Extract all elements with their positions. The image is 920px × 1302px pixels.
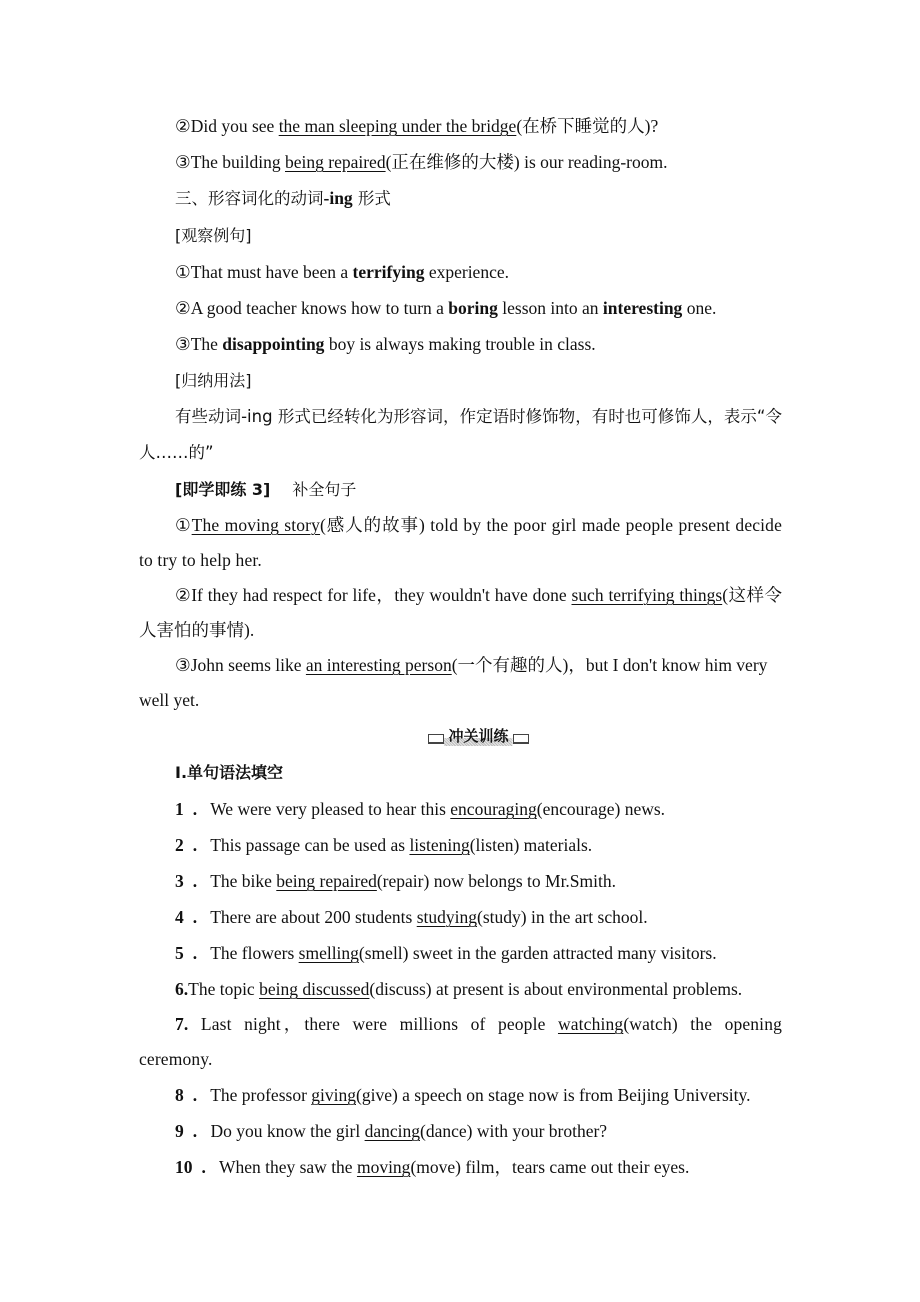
practice-sentence [139, 578, 782, 648]
item-number: 9 [175, 1121, 184, 1141]
exercise-item: 8 . The professor giving(give) a speech on stage now is from Beijing University. [175, 1085, 751, 1105]
exercise-item: 10 . When they saw the moving(move) film，tears came out their eyes. [175, 1157, 690, 1177]
part-label [139, 754, 782, 791]
sentence-text: When they saw the [218, 1157, 357, 1177]
exercise-item: 6.The topic being discussed(discuss) at present is about environmental problems. [175, 979, 743, 999]
underlined-answer: encouraging [450, 799, 537, 819]
sentence-text: one. [682, 298, 717, 318]
label-text: [归纳用法] [175, 371, 252, 390]
sentence-text: boy is always making trouble in class. [324, 334, 596, 354]
sentence-text: The professor [210, 1085, 312, 1105]
sentence-text: Last night，there were millions of people [200, 1014, 558, 1034]
example-sentence [139, 254, 782, 290]
sentence-text: (move) film，tears came out their eyes. [410, 1157, 690, 1177]
exercise-item: 1 . We were very pleased to hear this encouraging(encourage) news. [175, 799, 666, 819]
exercise-item: 3 . The bike being repaired(repair) now belongs to Mr.Smith. [175, 871, 616, 891]
example-sentence [139, 144, 782, 180]
circled-number: ② [175, 585, 192, 605]
sentence-text: The bike [210, 871, 277, 891]
underlined-answer: smelling [298, 943, 359, 963]
sentence-text: experience. [424, 262, 509, 282]
banner-box [428, 726, 528, 746]
sentence-text: The [190, 334, 223, 354]
practice-heading [139, 471, 782, 508]
item-number: 4 [175, 907, 184, 927]
sentence-text: (一个有趣的人)，but I don't know him very well yet. [139, 655, 768, 710]
sentence-text: There are about 200 students [210, 907, 417, 927]
circled-number: ② [175, 298, 191, 318]
underlined-answer: giving [311, 1085, 356, 1105]
sentence-text: (正在维修的大楼) is our reading-room. [385, 152, 668, 172]
summary-label [139, 362, 782, 399]
heading-text: 三、形容词化的动词 [175, 189, 324, 208]
sentence-text: We were very pleased to hear this [210, 799, 451, 819]
underlined-answer: dancing [364, 1121, 420, 1141]
item-number: 6 [175, 979, 184, 999]
circled-number: ① [175, 262, 191, 282]
banner-title: 冲关训练 [444, 726, 512, 746]
sentence-text: The topic [188, 979, 260, 999]
item-number: 5 [175, 943, 184, 963]
heading-text: -ing [323, 188, 353, 208]
sentence-text: lesson into an [497, 298, 603, 318]
sentence-text: A good teacher knows how to turn a [190, 298, 449, 318]
sentence-text: The flowers [210, 943, 299, 963]
item-number: 7 [175, 1014, 184, 1034]
exercise-item: 5 . The flowers smelling(smell) sweet in the garden attracted many visitors. [175, 943, 717, 963]
underlined-answer: being discussed [259, 979, 370, 999]
sentence-text: (encourage) news. [536, 799, 666, 819]
part-label-text: Ⅰ.单句语法填空 [175, 763, 284, 782]
bold-word: disappointing [222, 334, 325, 354]
underlined-answer: an interesting person [305, 655, 452, 675]
sentence-text: The building [190, 152, 285, 172]
observe-label [139, 217, 782, 254]
bold-word: terrifying [352, 262, 425, 282]
bold-word: interesting [602, 298, 683, 318]
sentence-text: (study) in the art school. [477, 907, 648, 927]
item-number: 8 [175, 1085, 184, 1105]
practice-sentence [139, 648, 782, 718]
circled-number: ③ [175, 655, 191, 675]
underlined-answer: being repaired [276, 871, 377, 891]
sentence-text: (discuss) at present is about environmental problems. [369, 979, 743, 999]
sentence-text: Do you know the girl [210, 1121, 365, 1141]
item-number: 10 [175, 1157, 193, 1177]
example-sentence [139, 290, 782, 326]
underlined-answer: the man sleeping under the bridge [278, 116, 517, 136]
sentence-text: (give) a speech on stage now is from Beijing University. [356, 1085, 751, 1105]
sentence-text: (smell) sweet in the garden attracted many visitors. [358, 943, 717, 963]
circled-number: ① [175, 515, 192, 535]
example-sentence [139, 326, 782, 362]
underlined-answer: such terrifying things [571, 585, 723, 605]
sentence-text: If they had respect for life，they wouldn't have done [191, 585, 572, 605]
sentence-text: (dance) with your brother? [420, 1121, 608, 1141]
underlined-answer: moving [356, 1157, 411, 1177]
heading-text: 形式 [352, 189, 391, 208]
banner-right-decoration [513, 734, 529, 744]
sentence-text: John seems like [190, 655, 306, 675]
exercise-item: 4 . There are about 200 students studying(study) in the art school. [175, 907, 648, 927]
sentence-text: (repair) now belongs to Mr.Smith. [376, 871, 616, 891]
sentence-text: (感人的故事) told by the poor girl made people present decide to try to help her. [139, 515, 782, 570]
sentence-text: (这样令人害怕的事情). [139, 585, 782, 640]
training-banner [175, 718, 782, 754]
practice-sentence [139, 508, 782, 578]
exercise-item: 7. Last night，there were millions of people watching(watch) the opening ceremony. [139, 1014, 782, 1069]
sentence-text: That must have been a [190, 262, 353, 282]
practice-label: [即学即练 3] [175, 480, 271, 499]
item-number: 3 [175, 871, 184, 891]
bold-word: boring [448, 298, 498, 318]
underlined-answer: studying [416, 907, 478, 927]
item-number: 1 [175, 799, 184, 819]
underlined-answer: watching [557, 1014, 624, 1034]
section-heading [139, 180, 782, 217]
example-sentence [139, 108, 782, 144]
summary-paragraph: 有些动词-ing 形式已经转化为形容词，作定语时修饰物，有时也可修饰人，表示“令人……的” [139, 407, 782, 462]
exercise-item: 9 . Do you know the girl dancing(dance) with your brother? [175, 1121, 608, 1141]
practice-task: 补全句子 [292, 480, 357, 499]
circled-number: ② [175, 116, 191, 136]
document-page [139, 108, 782, 1185]
underlined-answer: listening [409, 835, 470, 855]
sentence-text: (在桥下睡觉的人)? [516, 116, 659, 136]
sentence-text: (listen) materials. [469, 835, 593, 855]
sentence-text: (watch) the opening ceremony. [139, 1014, 782, 1069]
underlined-answer: being repaired [285, 152, 386, 172]
sentence-text: This passage can be used as [210, 835, 410, 855]
circled-number: ③ [175, 152, 191, 172]
item-number: 2 [175, 835, 184, 855]
underlined-answer: The moving story [191, 515, 321, 535]
label-text: [观察例句] [175, 226, 252, 245]
sentence-text: Did you see [190, 116, 279, 136]
banner-left-decoration [428, 734, 444, 744]
exercise-item: 2 . This passage can be used as listening(listen) materials. [175, 835, 593, 855]
circled-number: ③ [175, 334, 191, 354]
